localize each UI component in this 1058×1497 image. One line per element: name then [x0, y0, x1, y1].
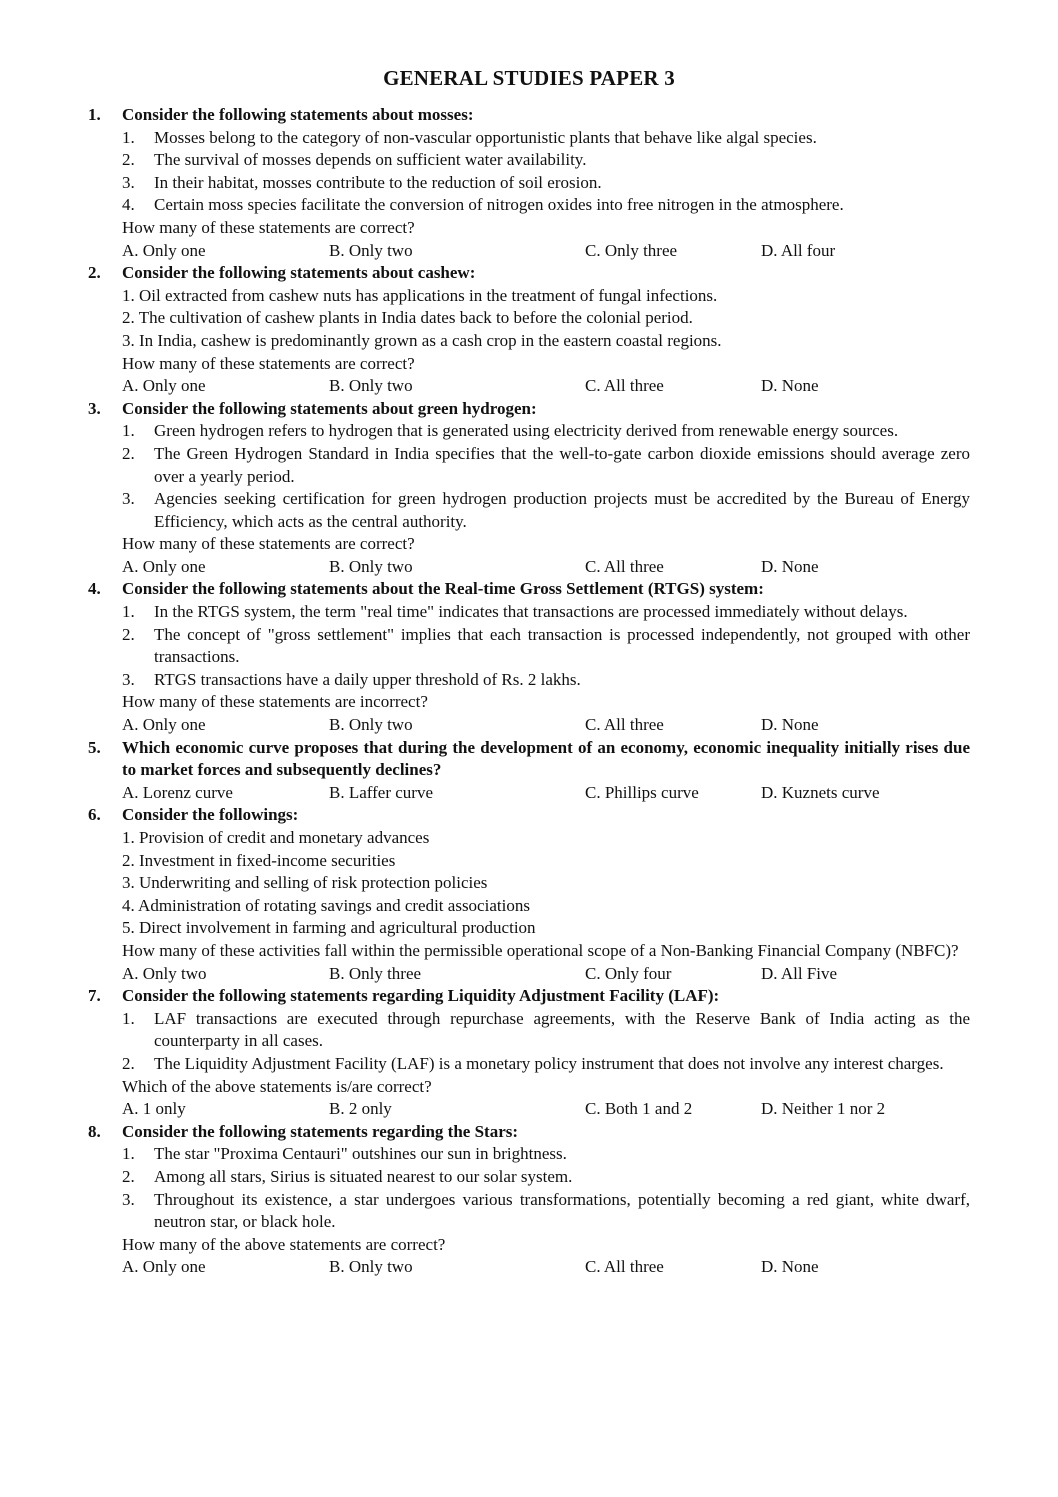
option-c[interactable]: C. Both 1 and 2 — [585, 1099, 693, 1119]
option-c[interactable]: C. All three — [585, 1257, 664, 1277]
option-a[interactable]: A. Only one — [122, 715, 206, 735]
option-b[interactable]: B. Only two — [329, 376, 413, 396]
question-prompt: How many of the above statements are correct? — [122, 1234, 446, 1254]
option-a[interactable]: A. Only one — [122, 556, 206, 576]
answer-options — [122, 375, 970, 398]
question-number: 6. — [88, 805, 101, 825]
statement-item: 2. The Liquidity Adjustment Facility (LAF) is a monetary policy instrument that does not involve any interest charges. — [122, 1053, 944, 1073]
question-stem: Consider the following statements about the Real-time Gross Settlement (RTGS) system: — [122, 579, 764, 599]
option-b[interactable]: B. Only two — [329, 556, 413, 576]
question-number: 3. — [88, 398, 101, 418]
option-d[interactable]: D. None — [761, 715, 819, 735]
statement-item: 2. The concept of "gross settlement" implies that each transaction is processed independently, not grouped with other transactions. — [122, 624, 970, 667]
statement-line: 3. In India, cashew is predominantly grown as a cash crop in the eastern coastal regions. — [122, 330, 722, 350]
option-b[interactable]: B. Only three — [329, 963, 422, 983]
question-prompt: How many of these statements are correct? — [122, 353, 415, 373]
option-d[interactable]: D. None — [761, 1257, 819, 1277]
statement-line: 1. Provision of credit and monetary advances — [122, 828, 430, 847]
question-7 — [88, 985, 970, 1121]
option-d[interactable]: D. Kuznets curve — [761, 782, 880, 802]
statement-item: 1. In the RTGS system, the term "real time" indicates that transactions are processed immediately without delays. — [122, 602, 908, 622]
option-c[interactable]: C. All three — [585, 556, 664, 576]
option-b[interactable]: B. 2 only — [329, 1099, 392, 1119]
statement-item: 1. Green hydrogen refers to hydrogen that is generated using electricity derived from renewable energy sources. — [122, 421, 899, 441]
option-d[interactable]: D. All four — [761, 240, 836, 260]
question-number: 5. — [88, 737, 101, 757]
answer-options — [122, 556, 970, 579]
answer-options — [122, 963, 970, 986]
option-a[interactable]: A. Only one — [122, 1257, 206, 1277]
statement-item: 1. LAF transactions are executed through repurchase agreements, with the Reserve Bank of India acting as the counterparty in all cases. — [122, 1008, 970, 1051]
option-c[interactable]: C. Only four — [585, 963, 672, 983]
question-stem: Consider the followings: — [122, 805, 299, 825]
option-c[interactable]: C. Phillips curve — [585, 782, 699, 802]
question-number: 2. — [88, 263, 101, 283]
option-a[interactable]: A. Only two — [122, 963, 207, 983]
statement-item: 2. The survival of mosses depends on sufficient water availability. — [122, 150, 587, 170]
statement-item: 1. Mosses belong to the category of non-vascular opportunistic plants that behave like algal species. — [122, 127, 817, 147]
question-prompt: How many of these statements are incorrect? — [122, 692, 428, 712]
statement-line: 1. Oil extracted from cashew nuts has applications in the treatment of fungal infections. — [122, 285, 718, 305]
question-stem: Consider the following statements about cashew: — [122, 263, 476, 283]
option-a[interactable]: A. 1 only — [122, 1099, 186, 1119]
question-1 — [88, 104, 970, 262]
option-c[interactable]: C. All three — [585, 715, 664, 735]
question-number: 4. — [88, 579, 101, 599]
statement-line: 5. Direct involvement in farming and agricultural production — [122, 918, 536, 938]
page-title: GENERAL STUDIES PAPER 3 — [383, 66, 675, 90]
question-stem: Consider the following statements about green hydrogen: — [122, 398, 537, 418]
statement-line: 2. The cultivation of cashew plants in India dates back to before the colonial period. — [122, 308, 693, 328]
statement-item: 3. In their habitat, mosses contribute to the reduction of soil erosion. — [122, 172, 602, 192]
statement-line: 3. Underwriting and selling of risk protection policies — [122, 873, 488, 893]
statement-item: 2. The Green Hydrogen Standard in India specifies that the well-to-gate carbon dioxide emissions should average zero over a yearly period. — [122, 443, 970, 486]
option-b[interactable]: B. Only two — [329, 240, 413, 260]
question-number: 7. — [88, 986, 101, 1006]
statement-item: 3. Throughout its existence, a star undergoes various transformations, potentially becoming a red giant, white dwarf, neutron star, or black hole. — [122, 1189, 970, 1232]
question-prompt: How many of these statements are correct? — [122, 217, 415, 237]
statement-item: 3. RTGS transactions have a daily upper threshold of Rs. 2 lakhs. — [122, 669, 581, 689]
statement-item: 4. Certain moss species facilitate the conversion of nitrogen oxides into free nitrogen in the atmosphere. — [122, 195, 844, 215]
option-a[interactable]: A. Only one — [122, 376, 206, 396]
answer-options — [122, 240, 970, 263]
option-a[interactable]: A. Lorenz curve — [122, 782, 233, 802]
option-c[interactable]: C. All three — [585, 376, 664, 396]
statement-item: 1. The star "Proxima Centauri" outshines our sun in brightness. — [122, 1144, 567, 1164]
question-stem: Consider the following statements regarding the Stars: — [122, 1121, 519, 1141]
answer-options — [122, 714, 970, 737]
question-prompt: Which of the above statements is/are correct? — [122, 1076, 432, 1096]
question-5 — [88, 737, 970, 805]
answer-options — [122, 1098, 970, 1121]
question-3 — [88, 398, 970, 579]
question-2 — [88, 262, 970, 398]
option-d[interactable]: D. Neither 1 nor 2 — [761, 1099, 886, 1119]
question-prompt: How many of these statements are correct? — [122, 534, 415, 554]
statement-item: 2. Among all stars, Sirius is situated nearest to our solar system. — [122, 1166, 573, 1186]
question-number: 1. — [88, 105, 101, 124]
question-stem: Consider the following statements about mosses: — [122, 105, 474, 124]
question-8 — [88, 1121, 970, 1279]
option-d[interactable]: D. None — [761, 556, 819, 576]
question-stem: Consider the following statements regarding Liquidity Adjustment Facility (LAF): — [122, 986, 720, 1006]
question-prompt: How many of these activities fall within the permissible operational scope of a Non-Banking Financial Company (NBFC)? — [122, 940, 959, 960]
option-b[interactable]: B. Only two — [329, 715, 413, 735]
option-b[interactable]: B. Laffer curve — [329, 782, 433, 802]
answer-options — [122, 1256, 970, 1279]
answer-options — [122, 782, 970, 805]
statement-line: 2. Investment in fixed-income securities — [122, 850, 396, 870]
question-number: 8. — [88, 1121, 101, 1141]
statement-line: 4. Administration of rotating savings and credit associations — [122, 895, 530, 915]
question-stem: Which economic curve proposes that during the development of an economy, economic inequality initially rises due to market forces and subsequently declines? — [122, 737, 970, 780]
option-c[interactable]: C. Only three — [585, 240, 678, 260]
option-b[interactable]: B. Only two — [329, 1257, 413, 1277]
question-4 — [88, 578, 970, 736]
question-6 — [88, 804, 970, 985]
option-d[interactable]: D. None — [761, 376, 819, 396]
statement-item: 3. Agencies seeking certification for green hydrogen production projects must be accredited by the Bureau of Energy Efficiency, which acts as the central authority. — [122, 489, 970, 531]
option-d[interactable]: D. All Five — [761, 963, 838, 983]
option-a[interactable]: A. Only one — [122, 240, 206, 260]
question-list — [88, 104, 970, 1279]
